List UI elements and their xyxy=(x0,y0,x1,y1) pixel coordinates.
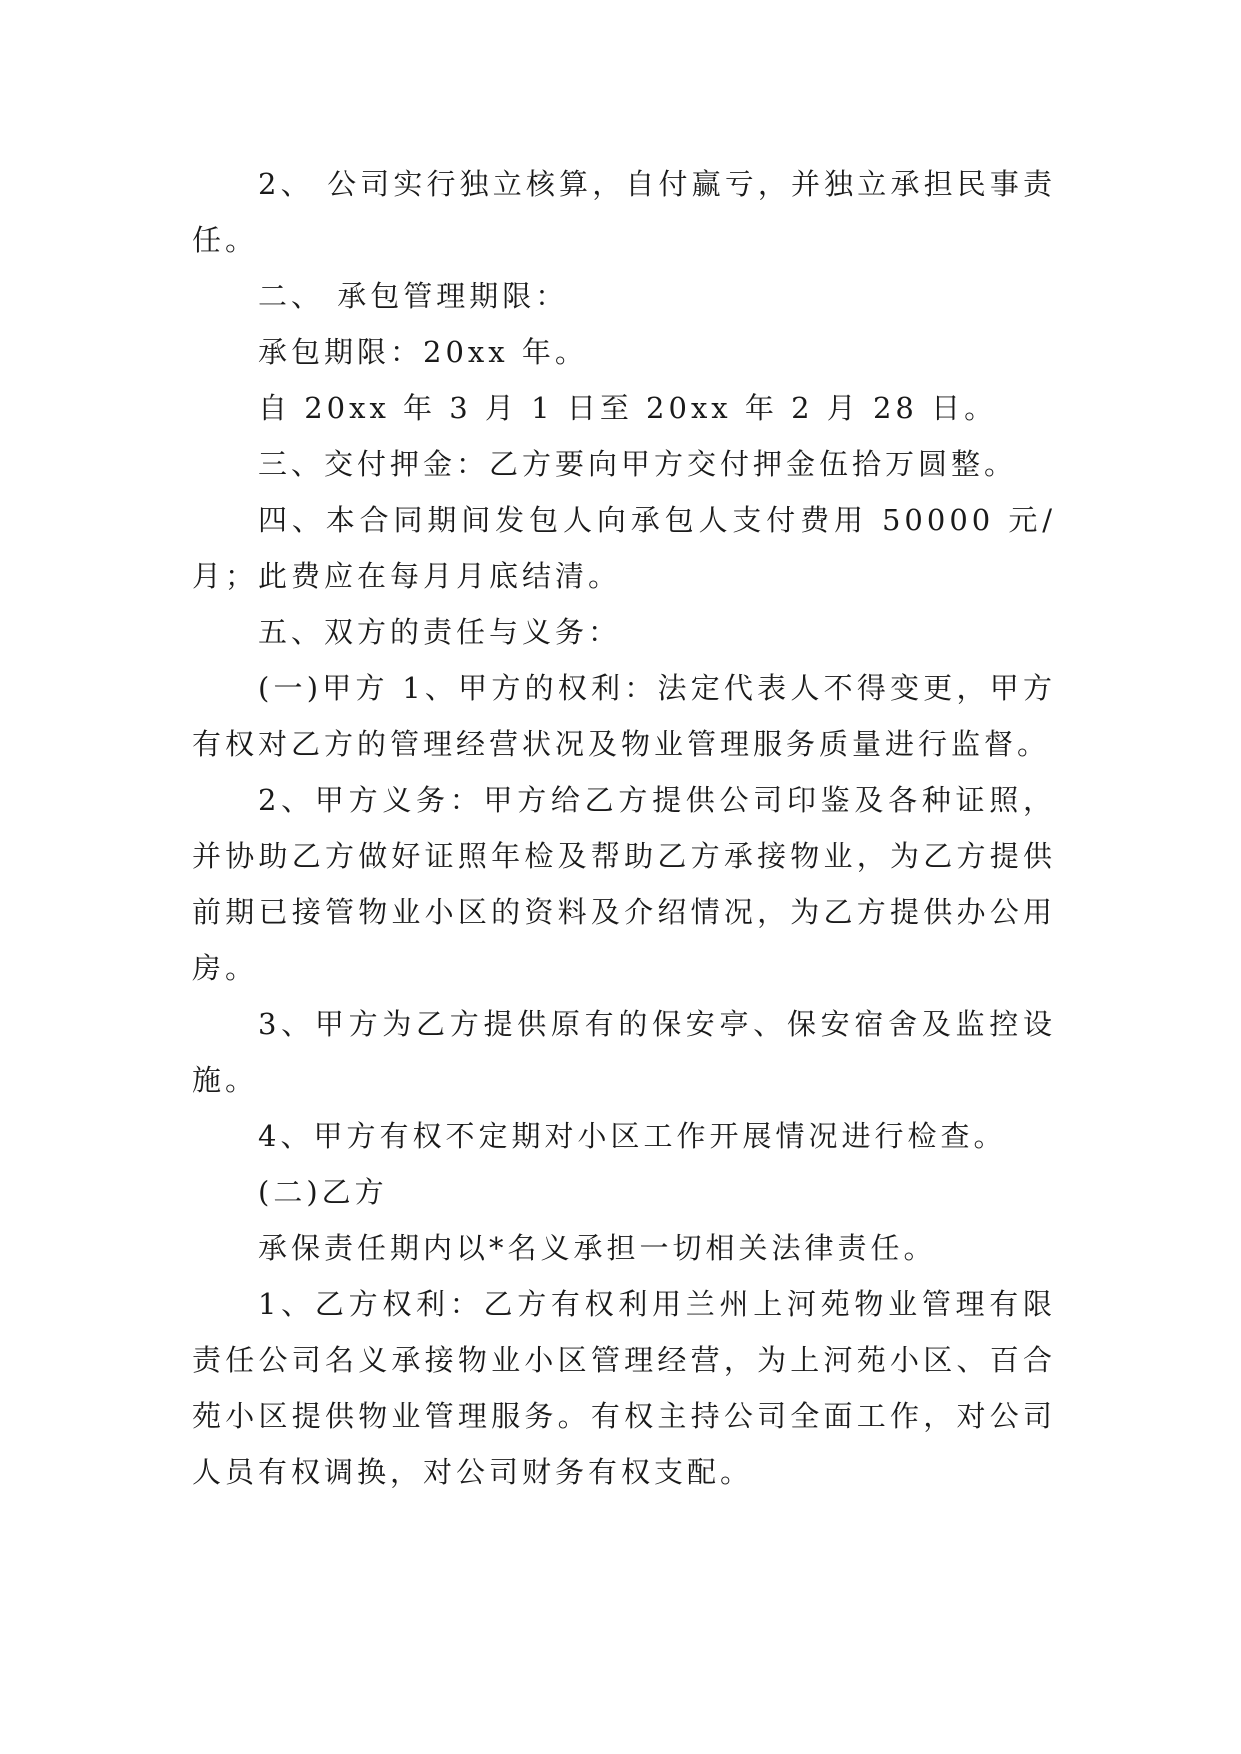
paragraph: 四、本合同期间发包人向承包人支付费用 50000 元/月；此费应在每月月底结清。 xyxy=(192,503,1056,593)
document-body xyxy=(192,156,1056,1500)
paragraph: (一)甲方 1、甲方的权利：法定代表人不得变更，甲方有权对乙方的管理经营状况及物业管理服务质量进行监督。 xyxy=(192,671,1056,761)
paragraph: 2、甲方义务：甲方给乙方提供公司印鉴及各种证照，并协助乙方做好证照年检及帮助乙方承接物业，为乙方提供前期已接管物业小区的资料及介绍情况，为乙方提供办公用房。 xyxy=(192,783,1056,985)
paragraph: 二、 承包管理期限： xyxy=(258,279,569,313)
paragraph: 自 20xx 年 3 月 1 日至 20xx 年 2 月 28 日。 xyxy=(258,391,998,425)
paragraph: 4、甲方有权不定期对小区工作开展情况进行检查。 xyxy=(258,1119,1007,1153)
paragraph: 1、乙方权利：乙方有权利用兰州上河苑物业管理有限责任公司名义承接物业小区管理经营，为上河苑小区、百合苑小区提供物业管理服务。有权主持公司全面工作，对公司人员有权调换，对公司财务有权支配。 xyxy=(192,1287,1056,1489)
paragraph: 承包期限：20xx 年。 xyxy=(258,335,588,369)
paragraph: 三、交付押金：乙方要向甲方交付押金伍拾万圆整。 xyxy=(258,447,1018,481)
paragraph: (二)乙方 xyxy=(258,1175,388,1209)
paragraph: 3、甲方为乙方提供原有的保安亭、保安宿舍及监控设施。 xyxy=(192,1007,1056,1097)
paragraph: 五、双方的责任与义务： xyxy=(258,615,622,649)
paragraph: 承保责任期内以*名义承担一切相关法律责任。 xyxy=(258,1231,937,1265)
paragraph: 2、 公司实行独立核算，自付赢亏，并独立承担民事责任。 xyxy=(192,167,1056,257)
